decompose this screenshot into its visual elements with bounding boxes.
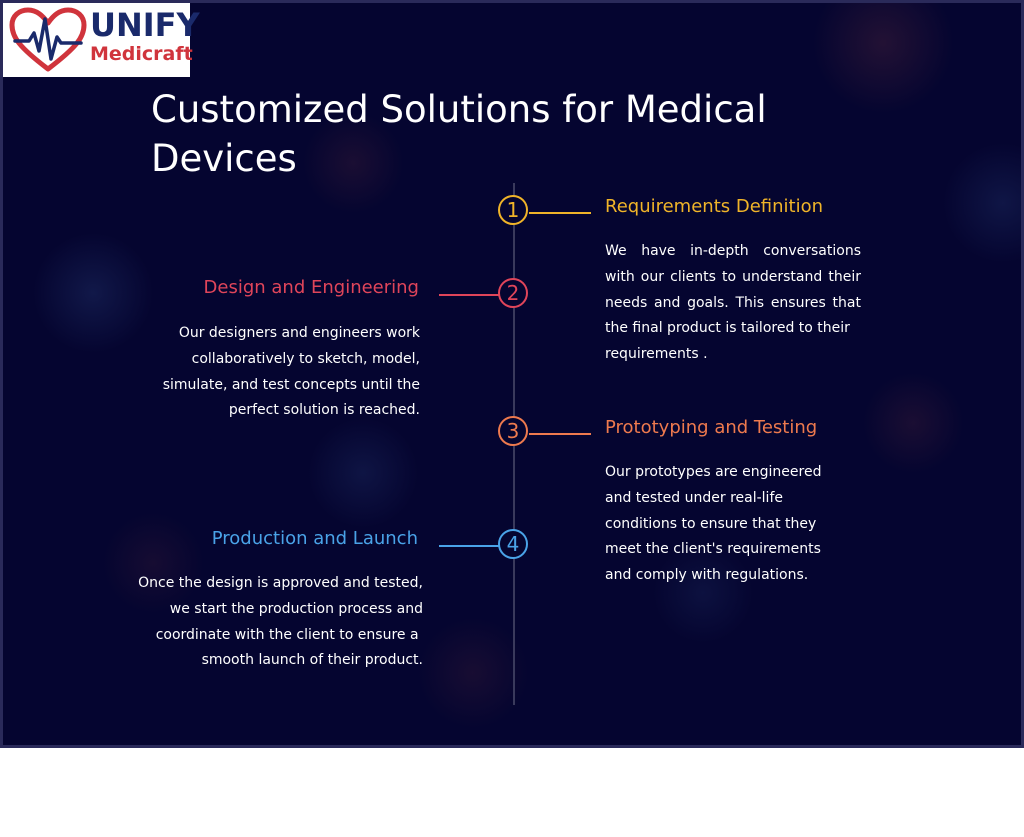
logo-brand-subname: Medicraft	[90, 43, 193, 65]
step-2-line: perfect solution is reached.	[228, 402, 420, 419]
step-3-connector	[529, 433, 591, 435]
step-3-description	[605, 460, 865, 589]
step-1-heading: Requirements Definition	[605, 196, 824, 217]
step-3-heading: Prototyping and Testing	[605, 417, 818, 438]
step-2-line: simulate, and test concepts until the	[162, 376, 420, 393]
step-1-line: We have in-depth conversations	[605, 243, 861, 259]
step-3-line: and tested under real-life	[605, 489, 783, 506]
step-1-line: requirements .	[605, 346, 708, 363]
step-3-line: conditions to ensure that they	[605, 515, 817, 532]
step-1-description	[605, 239, 861, 368]
step-1-line: the final product is tailored to their	[605, 320, 850, 337]
step-2-connector	[439, 294, 499, 296]
step-4-description	[123, 571, 423, 674]
step-2-number-badge: 2	[498, 278, 528, 308]
step-4-heading: Production and Launch	[211, 528, 418, 549]
step-1-line: with our clients to understand their	[605, 268, 861, 285]
step-3-line: and comply with regulations.	[605, 567, 809, 584]
logo-brand-name: UNIFY	[90, 6, 200, 44]
step-3-line: Our prototypes are engineered	[605, 464, 822, 480]
step-4-number-badge: 4	[498, 529, 528, 559]
step-4-line: Once the design is approved and tested,	[138, 575, 423, 591]
heart-pulse-icon	[9, 7, 87, 75]
step-4-line: smooth launch of their product.	[201, 652, 423, 669]
step-3-line: meet the client's requirements	[605, 541, 821, 558]
page-title: Customized Solutions for Medical Devices	[151, 88, 767, 180]
step-3-number-badge: 3	[498, 416, 528, 446]
step-4-line: coordinate with the client to ensure a	[155, 626, 423, 643]
company-logo	[3, 3, 200, 77]
step-2-description	[140, 321, 420, 424]
step-4-connector	[439, 545, 499, 547]
step-2-line: Our designers and engineers work	[178, 325, 420, 341]
step-1-line: needs and goals. This ensures that	[605, 294, 861, 311]
step-1-number-badge: 1	[498, 195, 528, 225]
step-2-heading: Design and Engineering	[203, 277, 419, 298]
step-1-connector	[529, 212, 591, 214]
step-4-line: we start the production process and	[169, 600, 423, 617]
step-2-line: collaboratively to sketch, model,	[191, 350, 420, 367]
